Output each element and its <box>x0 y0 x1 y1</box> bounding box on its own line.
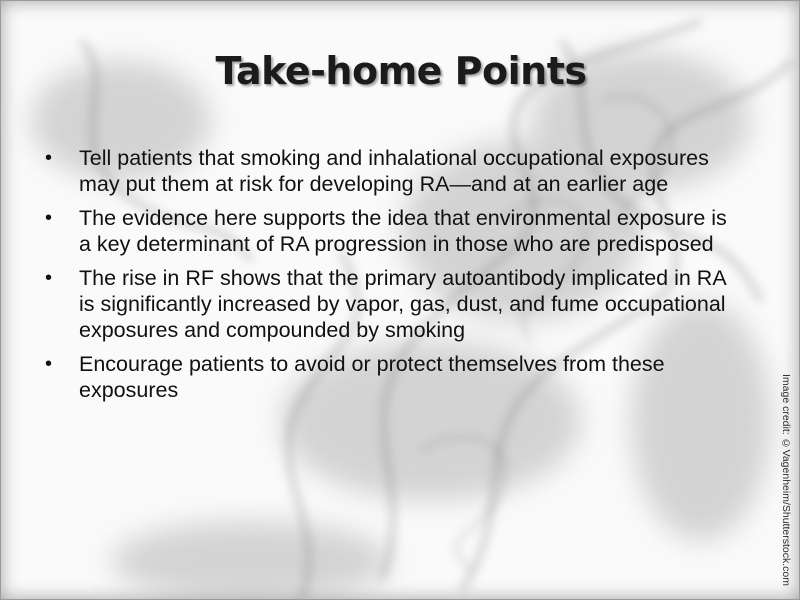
bullet-text: Encourage patients to avoid or protect themselves from these exposures <box>79 352 665 402</box>
bullet-item <box>45 265 735 343</box>
bullet-dot-icon: • <box>45 353 53 375</box>
bullet-text: The rise in RF shows that the primary autoantibody implicated in RA is significantly increased by vapor, gas, dust, and fume occupational exposures and compounded by smoking <box>79 266 726 342</box>
bullet-dot-icon: • <box>45 267 53 289</box>
bullet-item <box>45 205 735 257</box>
bullet-text: Tell patients that smoking and inhalational occupational exposures may put them at risk for developing RA—and at an earlier age <box>79 146 709 196</box>
bullet-text: The evidence here supports the idea that environmental exposure is a key determinant of RA progression in those who are predisposed <box>79 206 727 256</box>
bullet-item <box>45 145 735 197</box>
image-credit: Image credit: ©Vagenheim/Shutterstock.com <box>780 374 792 586</box>
slide-title: Take-home Points <box>215 49 587 93</box>
bullet-item <box>45 351 735 403</box>
bullet-list <box>45 145 735 411</box>
bullet-dot-icon: • <box>45 147 53 169</box>
bullet-dot-icon: • <box>45 207 53 229</box>
